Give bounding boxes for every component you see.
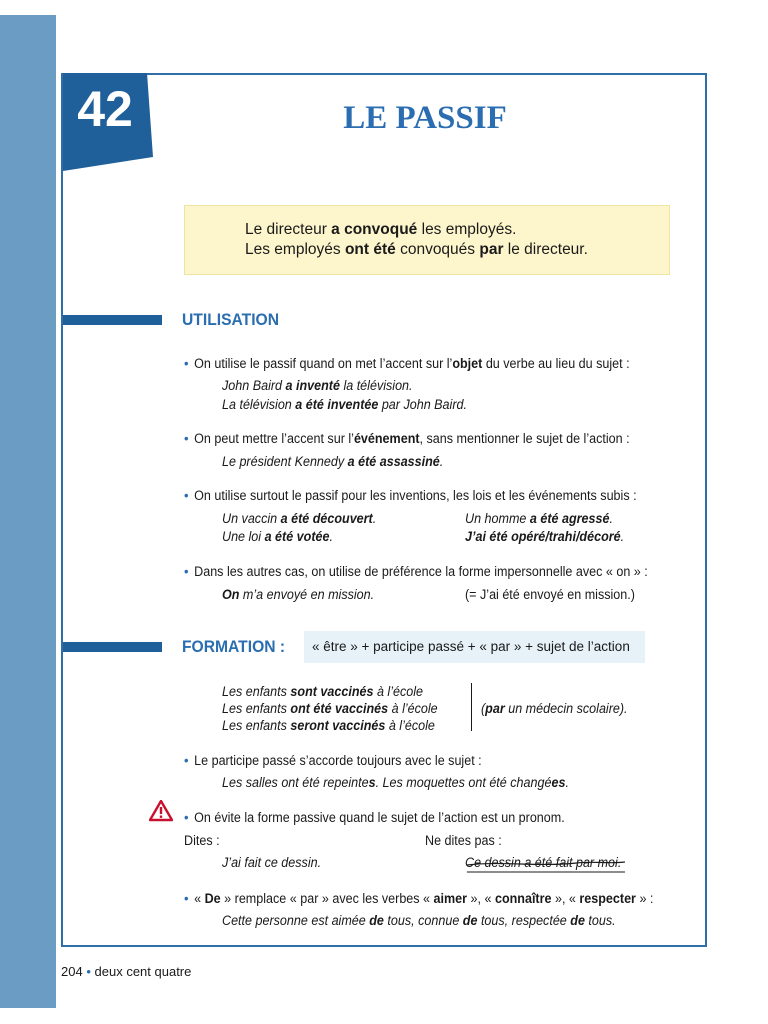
page-footer	[61, 964, 191, 979]
text: .	[565, 775, 569, 790]
text: .	[329, 529, 333, 544]
text-bold: seront vaccinés	[290, 718, 386, 733]
text-bold: ont été	[344, 241, 396, 258]
text: tous, respectée	[477, 913, 571, 928]
page-title: LE PASSIF	[343, 100, 507, 136]
intro-line-2	[245, 240, 669, 260]
text-bold: par	[479, 241, 504, 258]
text-bold: de	[570, 913, 585, 928]
text: le directeur.	[503, 241, 588, 258]
example-line	[222, 511, 376, 526]
bullet-icon: •	[184, 752, 189, 768]
text: La télévision	[222, 397, 296, 412]
section-bar-utilisation	[63, 315, 162, 325]
text: Cette personne est aimée	[222, 913, 370, 928]
intro-line-1	[245, 220, 669, 240]
text-bold: J’ai été opéré/trahi/décoré	[465, 529, 621, 544]
text: «	[194, 891, 205, 906]
text-bold: s	[368, 775, 376, 790]
text-bold: On	[222, 587, 240, 602]
example-line	[222, 378, 413, 393]
text: Un homme	[465, 511, 530, 526]
text: Ce dessin a été fait par moi.	[465, 855, 622, 870]
text: tous, connue	[383, 913, 463, 928]
text-bold: a été assassiné	[347, 454, 440, 469]
text: On évite la forme passive quand le sujet de l’action est un pronom.	[194, 810, 565, 825]
incorrect-example	[465, 855, 768, 870]
text: On utilise le passif quand on met l’accent sur l’	[194, 356, 453, 371]
example-line	[222, 684, 423, 699]
text: On peut mettre l’accent sur l’	[194, 431, 354, 446]
bullet-icon: •	[184, 809, 189, 825]
example-line	[222, 701, 438, 716]
bullet-evenement	[184, 430, 630, 446]
warning-icon	[149, 800, 173, 827]
text-bold: a été votée	[264, 529, 330, 544]
text: .	[609, 511, 613, 526]
example-line	[465, 529, 624, 544]
page-number-words: deux cent quatre	[94, 964, 192, 979]
text-bold: a été agressé	[529, 511, 610, 526]
text: Un vaccin	[222, 511, 281, 526]
text-bold: a été découvert	[280, 511, 373, 526]
page-number: 204	[61, 964, 83, 979]
section-heading-utilisation: UTILISATION	[182, 310, 280, 329]
example-line	[222, 397, 467, 412]
text: .	[439, 454, 444, 469]
equivalence-note: (= J’ai été envoyé en mission.)	[465, 587, 635, 602]
bullet-objet	[184, 355, 630, 371]
bullet-accord	[184, 752, 482, 768]
text: », «	[551, 891, 580, 906]
text: Les salles ont été repeinte	[222, 775, 369, 790]
text-bold: connaître	[494, 891, 552, 906]
text: un médecin scolaire).	[504, 701, 628, 716]
text: m’a envoyé en mission.	[239, 587, 375, 602]
text-bold: a convoqué	[331, 221, 418, 238]
text-bold: De	[204, 891, 221, 906]
text: Le président Kennedy	[222, 454, 348, 469]
text-bold: es	[551, 775, 566, 790]
text: Les enfants	[222, 701, 291, 716]
strikethrough-mark	[465, 855, 628, 873]
example-line	[222, 718, 435, 733]
bracket-divider	[471, 683, 472, 731]
text: tous.	[584, 913, 616, 928]
text: » remplace « par » avec les verbes «	[220, 891, 434, 906]
correct-example: J’ai fait ce dessin.	[222, 855, 322, 870]
text: du verbe au lieu du sujet :	[482, 356, 630, 371]
bullet-inventions	[184, 487, 637, 503]
text: Les employés	[245, 241, 345, 258]
text-bold: aimer	[433, 891, 468, 906]
text-bold: a inventé	[285, 378, 340, 393]
bullet-icon: •	[184, 355, 189, 371]
text: à l’école	[388, 701, 438, 716]
text-bold: par	[485, 701, 505, 716]
text: convoqués	[395, 241, 480, 258]
example-line	[222, 775, 569, 790]
bullet-icon: •	[184, 487, 189, 503]
example-line	[222, 913, 616, 928]
bullet-impersonnelle	[184, 563, 648, 579]
text-bold: sont vaccinés	[290, 684, 374, 699]
example-line	[222, 587, 374, 602]
section-heading-formation: FORMATION :	[182, 637, 286, 656]
example-line	[465, 511, 613, 526]
text: On utilise surtout le passif pour les inventions, les lois et les événements subis :	[194, 488, 637, 503]
ne-dites-pas-label: Ne dites pas :	[425, 833, 502, 848]
text: », «	[467, 891, 495, 906]
agent-note	[481, 701, 628, 716]
bullet-icon: •	[184, 890, 189, 906]
chapter-number: 42	[77, 81, 133, 137]
text: .	[620, 529, 625, 544]
bullet-icon: •	[184, 563, 189, 579]
text: (	[481, 701, 486, 716]
text: les employés.	[417, 221, 517, 238]
text: . Les moquettes ont été changé	[375, 775, 552, 790]
text: Les enfants	[222, 718, 291, 733]
text: Dans les autres cas, on utilise de préférence la forme impersonnelle avec « on » :	[194, 564, 648, 579]
text-bold: événement	[353, 431, 420, 446]
text: par John Baird.	[378, 397, 467, 412]
bullet-de	[184, 890, 653, 906]
text: Une loi	[222, 529, 265, 544]
example-line	[222, 454, 443, 469]
text-bold: de	[369, 913, 384, 928]
section-bar-formation	[63, 642, 162, 652]
example-line	[222, 529, 333, 544]
dites-label: Dites :	[184, 833, 220, 848]
text: Le directeur	[245, 221, 332, 238]
bullet-icon: •	[86, 964, 91, 979]
text: » :	[635, 891, 654, 906]
text: la télévision.	[339, 378, 413, 393]
text-bold: objet	[452, 356, 483, 371]
text: à l’école	[385, 718, 435, 733]
text-bold: ont été vaccinés	[290, 701, 389, 716]
bullet-icon: •	[184, 430, 189, 446]
text: Les enfants	[222, 684, 291, 699]
text-bold: respecter	[579, 891, 636, 906]
text-bold: de	[462, 913, 478, 928]
text: .	[372, 511, 377, 526]
left-margin-band	[0, 15, 56, 1008]
text-bold: a été inventée	[295, 397, 379, 412]
bullet-pronom	[184, 809, 565, 825]
intro-example-box	[184, 205, 670, 275]
text: Le participe passé s’accorde toujours avec le sujet :	[194, 753, 482, 768]
text: , sans mentionner le sujet de l’action :	[419, 431, 630, 446]
text: John Baird	[222, 378, 286, 393]
chapter-tab	[63, 73, 153, 171]
formation-formula-box: « être » + participe passé + « par » + sujet de l’action	[304, 631, 645, 663]
text: à l’école	[373, 684, 424, 699]
